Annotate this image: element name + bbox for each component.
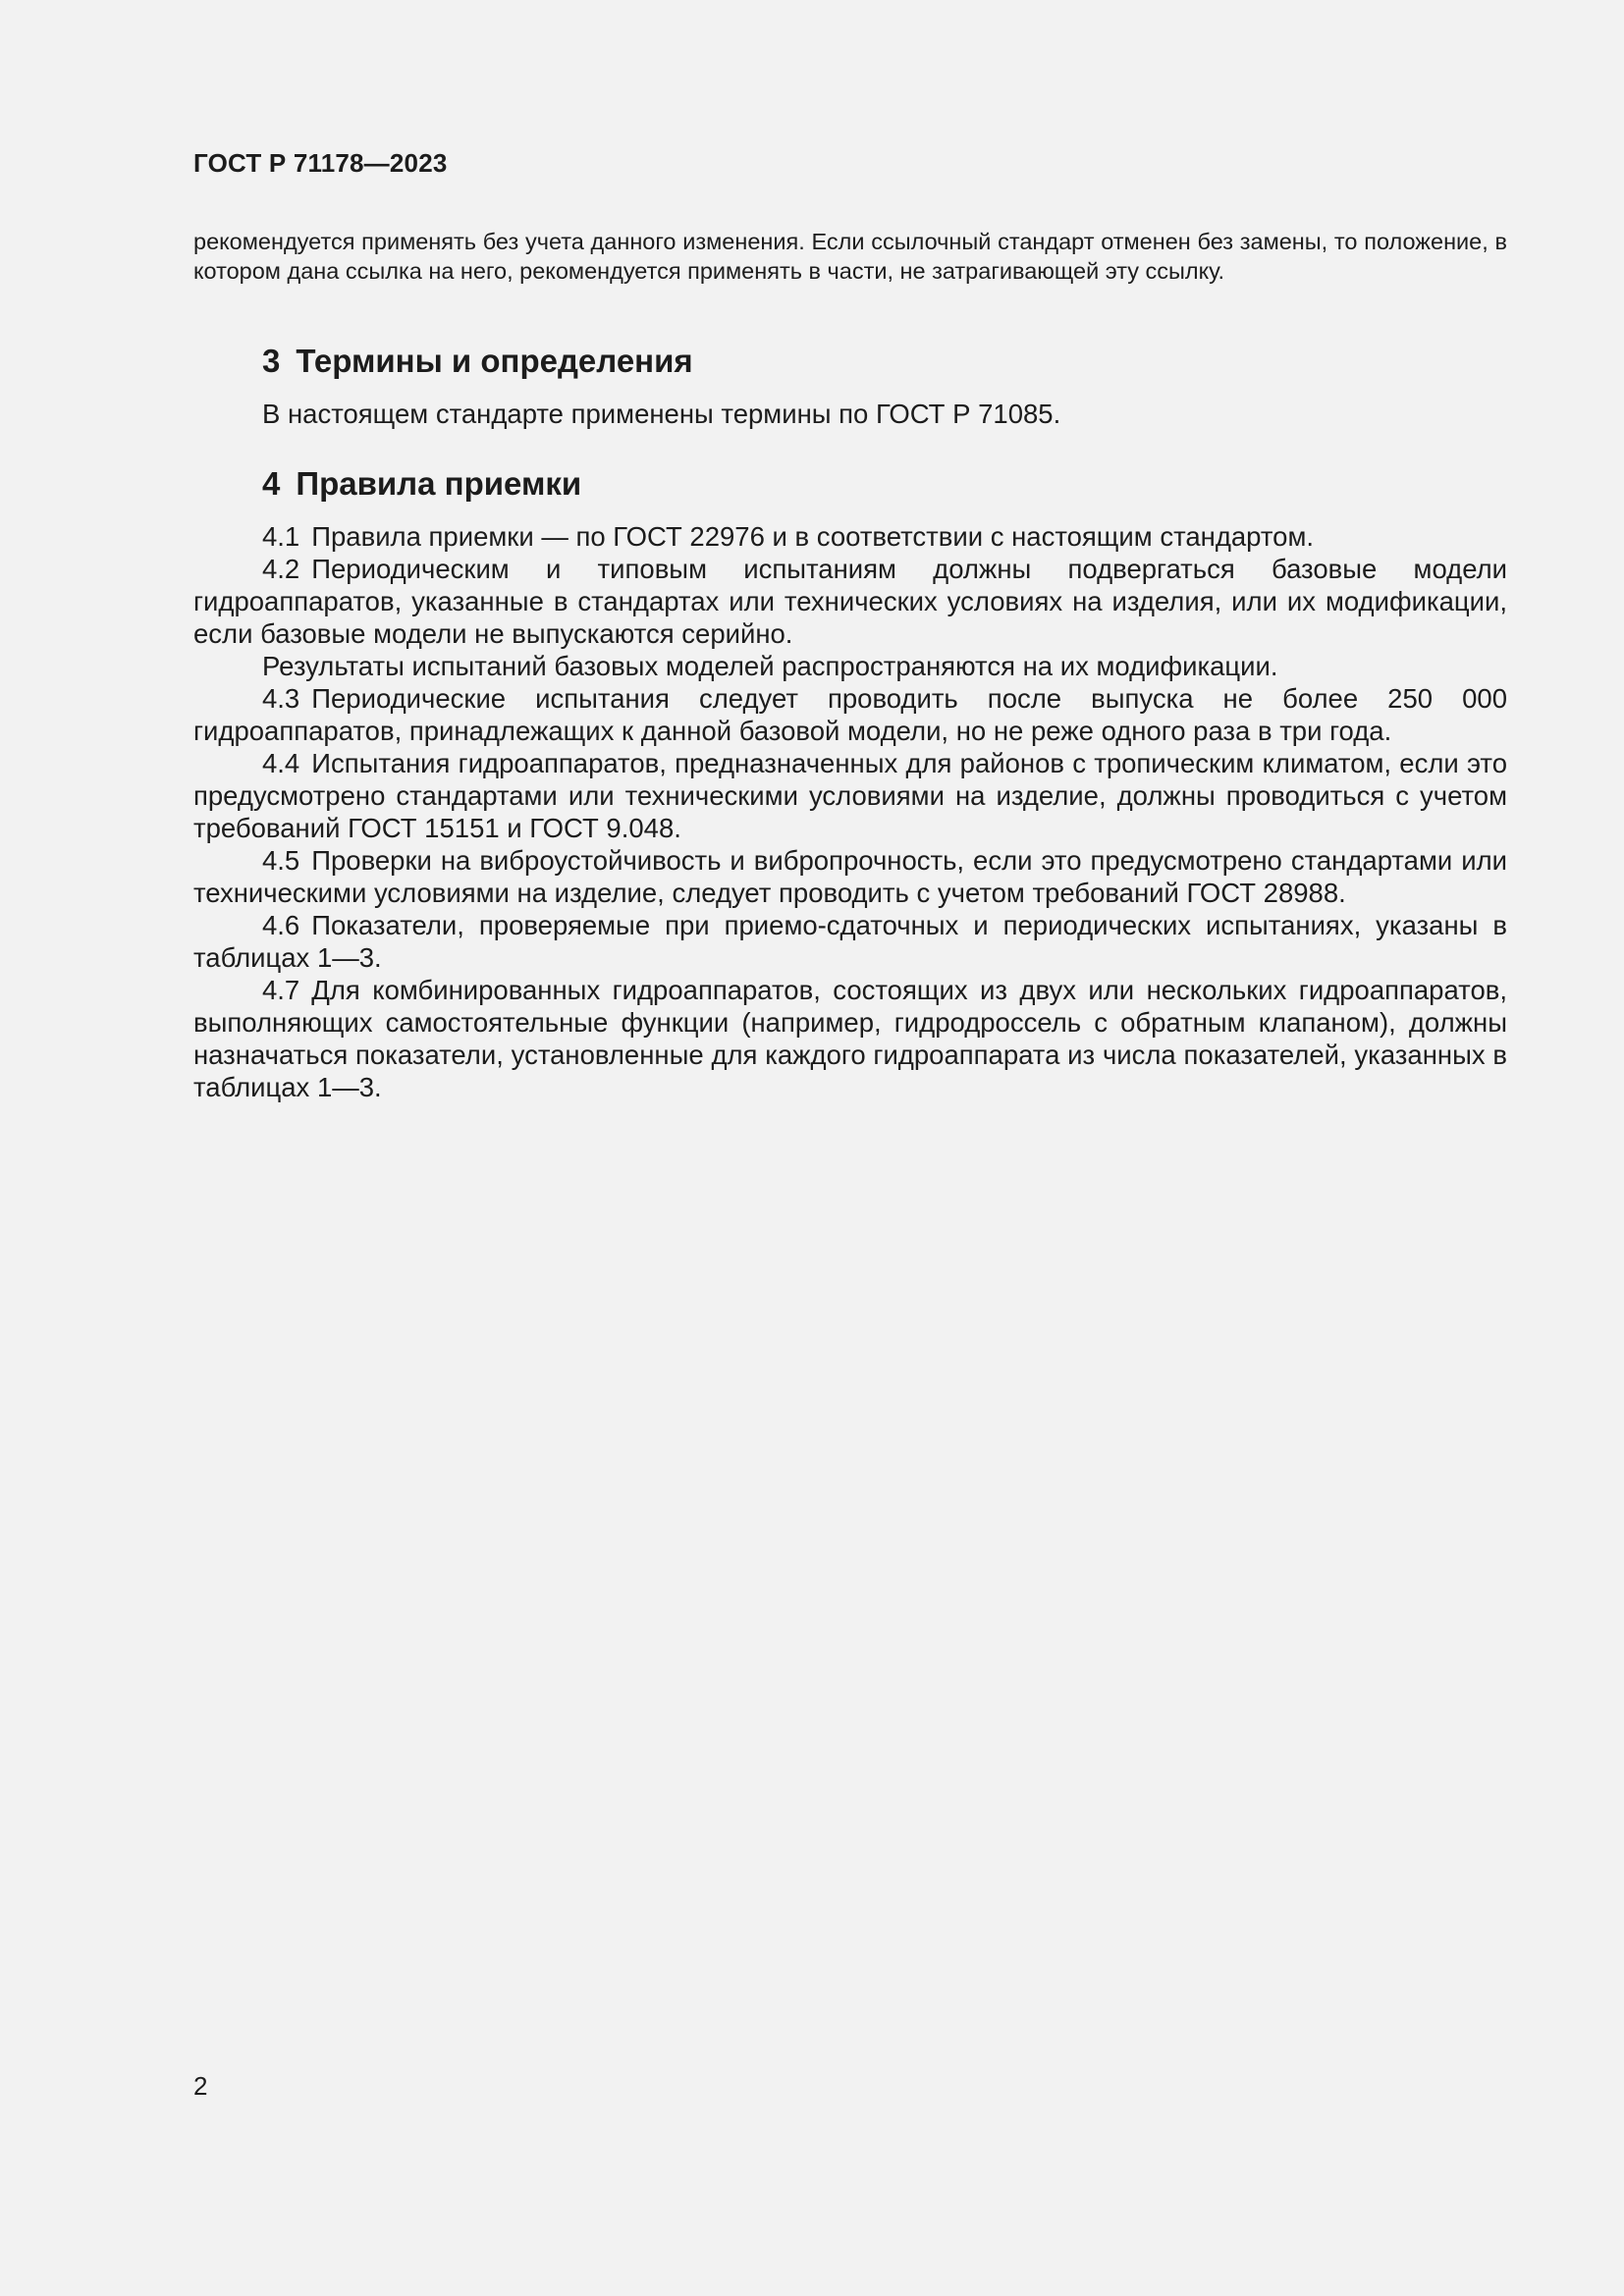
clause-text: Периодические испытания следует проводить после выпуска не более 250 000 гидроаппаратов, принадлежащих к данной базовой модели, но не реже одного раза в три года. — [193, 683, 1507, 746]
clause-number: 4.4 — [262, 748, 300, 778]
clause-number: 4.5 — [262, 845, 300, 876]
clause-4-4 — [193, 747, 1507, 844]
clause-text: Результаты испытаний базовых моделей распространяются на их модификации. — [262, 651, 1278, 681]
clause-4-6 — [193, 909, 1507, 974]
intro-text: рекомендуется применять без учета данного изменения. Если ссылочный стандарт отменен без замены, то положение, в котором дана ссылка на него, рекомендуется применять в части, не затрагивающей эту ссылку. — [193, 229, 1507, 284]
clause-number: 4.7 — [262, 975, 300, 1005]
clause-4-7 — [193, 974, 1507, 1103]
clause-number: 4.1 — [262, 521, 300, 552]
section-3-title: Термины и определения — [296, 343, 693, 379]
clause-4-5 — [193, 844, 1507, 909]
section-3-text: В настоящем стандарте применены термины по ГОСТ Р 71085. — [262, 399, 1061, 429]
clause-text: Для комбинированных гидроаппаратов, состоящих из двух или нескольких гидроаппаратов, выполняющих самостоятельные функции (например, гидродроссель с обратным клапаном), должны назначаться показатели, установленные для каждого гидроаппарата из числа показателей, указанных в таблицах 1—3. — [193, 975, 1507, 1102]
clause-text: Испытания гидроаппаратов, предназначенных для районов с тропическим климатом, если это предусмотрено стандартами или техническими условиями на изделие, должны проводиться с учетом требований ГОСТ 15151 и ГОСТ 9.048. — [193, 748, 1507, 843]
section-3-heading — [193, 337, 1507, 386]
clause-number: 4.6 — [262, 910, 300, 940]
clause-number: 4.3 — [262, 683, 300, 714]
document-header: ГОСТ Р 71178—2023 — [193, 148, 448, 178]
clause-4-2 — [193, 553, 1507, 650]
section-4-heading — [193, 459, 1507, 508]
clause-text: Периодическим и типовым испытаниям должны подвергаться базовые модели гидроаппаратов, указанные в стандартах или технических условиях на изделия, или их модификации, если базовые модели не выпускаются серийно. — [193, 554, 1507, 649]
section-3-number: 3 — [262, 343, 281, 379]
intro-paragraph — [193, 227, 1507, 286]
clause-text: Проверки на виброустойчивость и вибропрочность, если это предусмотрено стандартами или техническими условиями на изделие, следует проводить с учетом требований ГОСТ 28988. — [193, 845, 1507, 908]
clause-4-2-note — [193, 650, 1507, 682]
page-number: 2 — [193, 2071, 208, 2101]
main-content — [193, 337, 1507, 1103]
section-4-number: 4 — [262, 465, 281, 502]
clause-4-1 — [193, 520, 1507, 553]
clause-4-3 — [193, 682, 1507, 747]
clause-number: 4.2 — [262, 554, 300, 584]
section-4-title: Правила приемки — [296, 465, 582, 502]
clause-text: Показатели, проверяемые при приемо-сдаточных и периодических испытаниях, указаны в таблицах 1—3. — [193, 910, 1507, 973]
clause-text: Правила приемки — по ГОСТ 22976 и в соответствии с настоящим стандартом. — [311, 521, 1314, 552]
